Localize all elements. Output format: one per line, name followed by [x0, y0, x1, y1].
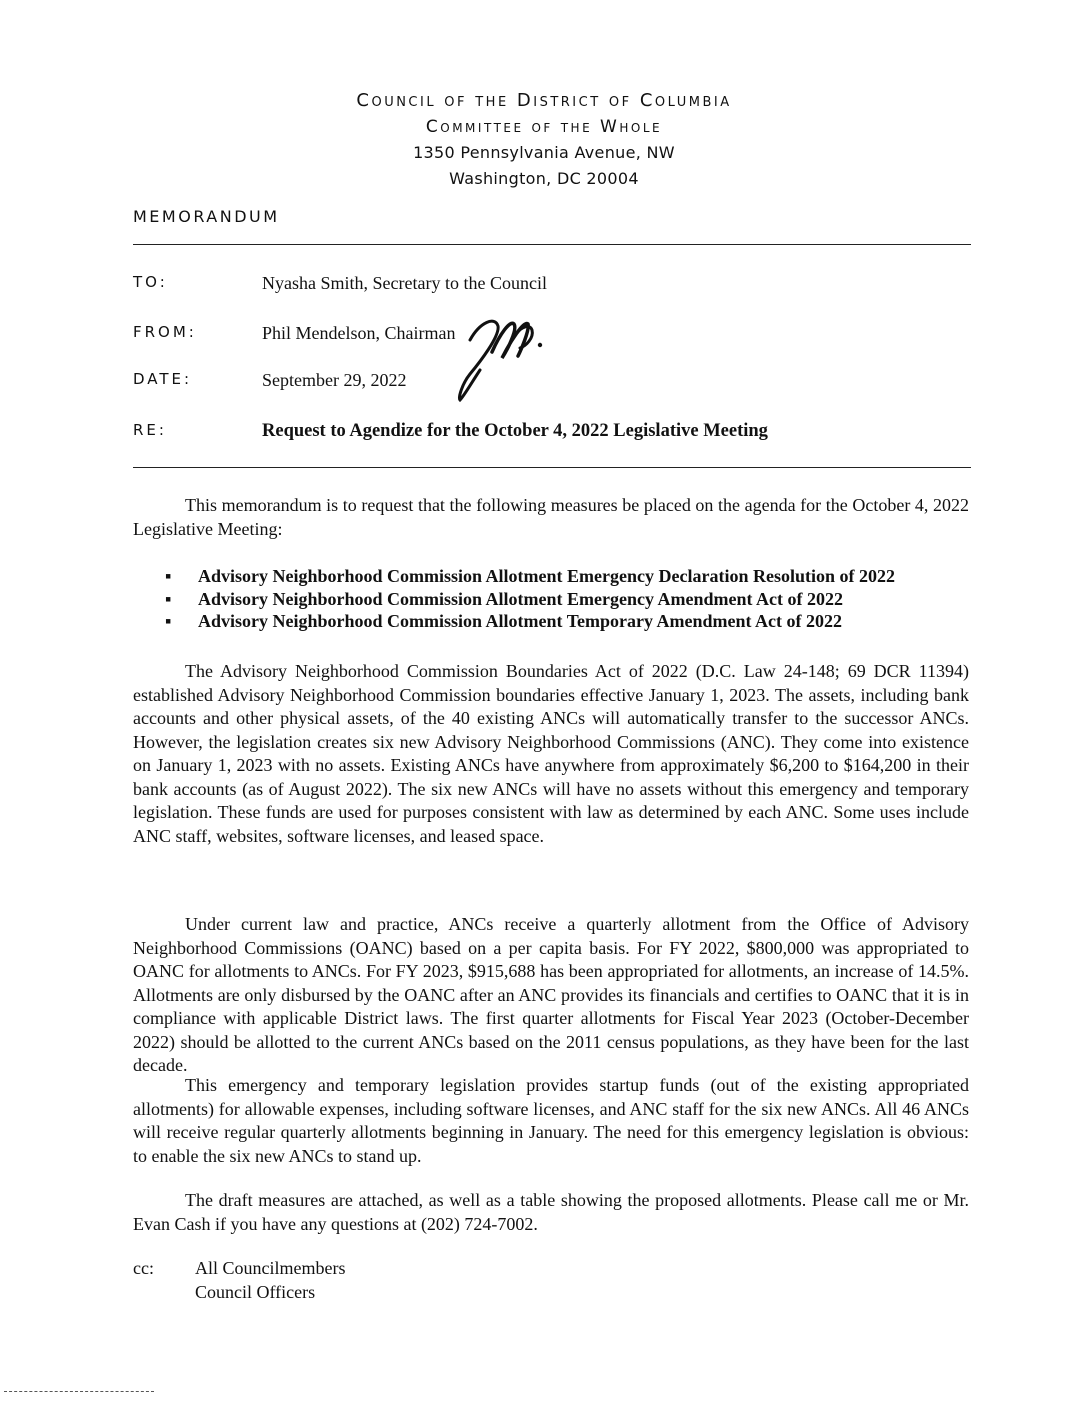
letterhead: [0, 88, 1088, 192]
list-item: [163, 588, 983, 611]
cc-recipient: All Councilmembers: [195, 1258, 346, 1278]
date-value: September 29, 2022: [262, 370, 407, 390]
background-paragraph: The Advisory Neighborhood Commission Boundaries Act of 2022 (D.C. Law 24-148; 69 DCR 11394) established Advisory Neighborhood Commission boundaries effective January 1, 2023. The assets, including bank accounts and other physical assets, of the 40 existing ANCs will automatically transfer to the successor ANCs. However, the legislation creates six new Advisory Neighborhood Commissions (ANC). They come into existence on January 1, 2023 with no assets. Existing ANCs have anywhere from approximately $6,200 to $164,200 in their bank accounts (as of August 2022). The six new ANCs will have no assets without this emergency and temporary legislation. These funds are used for purposes consistent with law as determined by each ANC. Some uses include ANC staff, websites, software licenses, and leased space.: [133, 661, 969, 846]
letterhead-address-street: 1350 Pennsylvania Avenue, NW: [413, 143, 675, 162]
memorandum-label: MEMORANDUM: [133, 207, 280, 226]
header-top-rule: [133, 244, 971, 245]
to-value: Nyasha Smith, Secretary to the Council: [262, 273, 547, 293]
bullet-icon: ▪: [165, 611, 172, 631]
re-row: [133, 421, 973, 449]
date-label: DATE:: [133, 370, 193, 388]
from-label: FROM:: [133, 323, 197, 341]
to-row: [133, 273, 973, 301]
from-value: Phil Mendelson, Chairman: [262, 323, 456, 343]
measures-list: [163, 565, 983, 633]
to-label: TO:: [133, 273, 168, 291]
cc-label: cc:: [133, 1258, 154, 1278]
bullet-icon: ▪: [165, 588, 172, 609]
letterhead-council: Council of the District of Columbia: [356, 90, 732, 111]
allotment-paragraph: Under current law and practice, ANCs receive a quarterly allotment from the Office of Advisory Neighborhood Commissions (OANC) based on a per capita basis. For FY 2022, $800,000 was appropriated to OANC for allotments to ANCs. For FY 2023, $915,688 has been appropriated for allotments, an increase of 14.5%. Allotments are only disbursed by the OANC after an ANC provides its financials and certifies to OANC that it is in compliance with applicable District laws. The first quarter allotments for Fiscal Year 2023 (October-December 2022) should be allotted to the current ANCs based on the 2011 census populations, as they have been for the last decade.: [133, 914, 969, 1075]
handwritten-signature: [440, 312, 560, 404]
list-item: [163, 610, 983, 633]
re-label: RE:: [133, 421, 167, 439]
intro-paragraph: This memorandum is to request that the following measures be placed on the agenda for the October 4, 2022 Legislative Meeting:: [133, 495, 969, 539]
letterhead-address-city: Washington, DC 20004: [449, 169, 639, 188]
list-item: [163, 565, 983, 588]
measure-title: Advisory Neighborhood Commission Allotment Temporary Amendment Act of 2022: [198, 611, 843, 631]
bullet-icon: ▪: [165, 566, 172, 586]
header-bottom-rule: [133, 467, 971, 468]
measure-title: Advisory Neighborhood Commission Allotment Emergency Amendment Act of 2022: [198, 588, 843, 609]
re-value: Request to Agendize for the October 4, 2022 Legislative Meeting: [262, 421, 768, 441]
purpose-paragraph: This emergency and temporary legislation provides startup funds (out of the existing appropriated allotments) for allowable expenses, including software licenses, and ANC staff for the six new ANCs. All 46 ANCs will receive regular quarterly allotments beginning in January. The need for this emergency legislation is obvious: to enable the six new ANCs to stand up.: [133, 1075, 969, 1166]
cc-recipients: [195, 1257, 345, 1304]
measure-title: Advisory Neighborhood Commission Allotment Emergency Declaration Resolution of 2022: [198, 566, 895, 586]
cc-recipient: Council Officers: [195, 1281, 316, 1302]
closing-paragraph: The draft measures are attached, as well as a table showing the proposed allotments. Please call me or Mr. Evan Cash if you have any questions at (202) 724-7002.: [133, 1190, 969, 1234]
letterhead-committee: Committee of the Whole: [425, 117, 663, 137]
footer-dashed-mark: [4, 1391, 154, 1392]
